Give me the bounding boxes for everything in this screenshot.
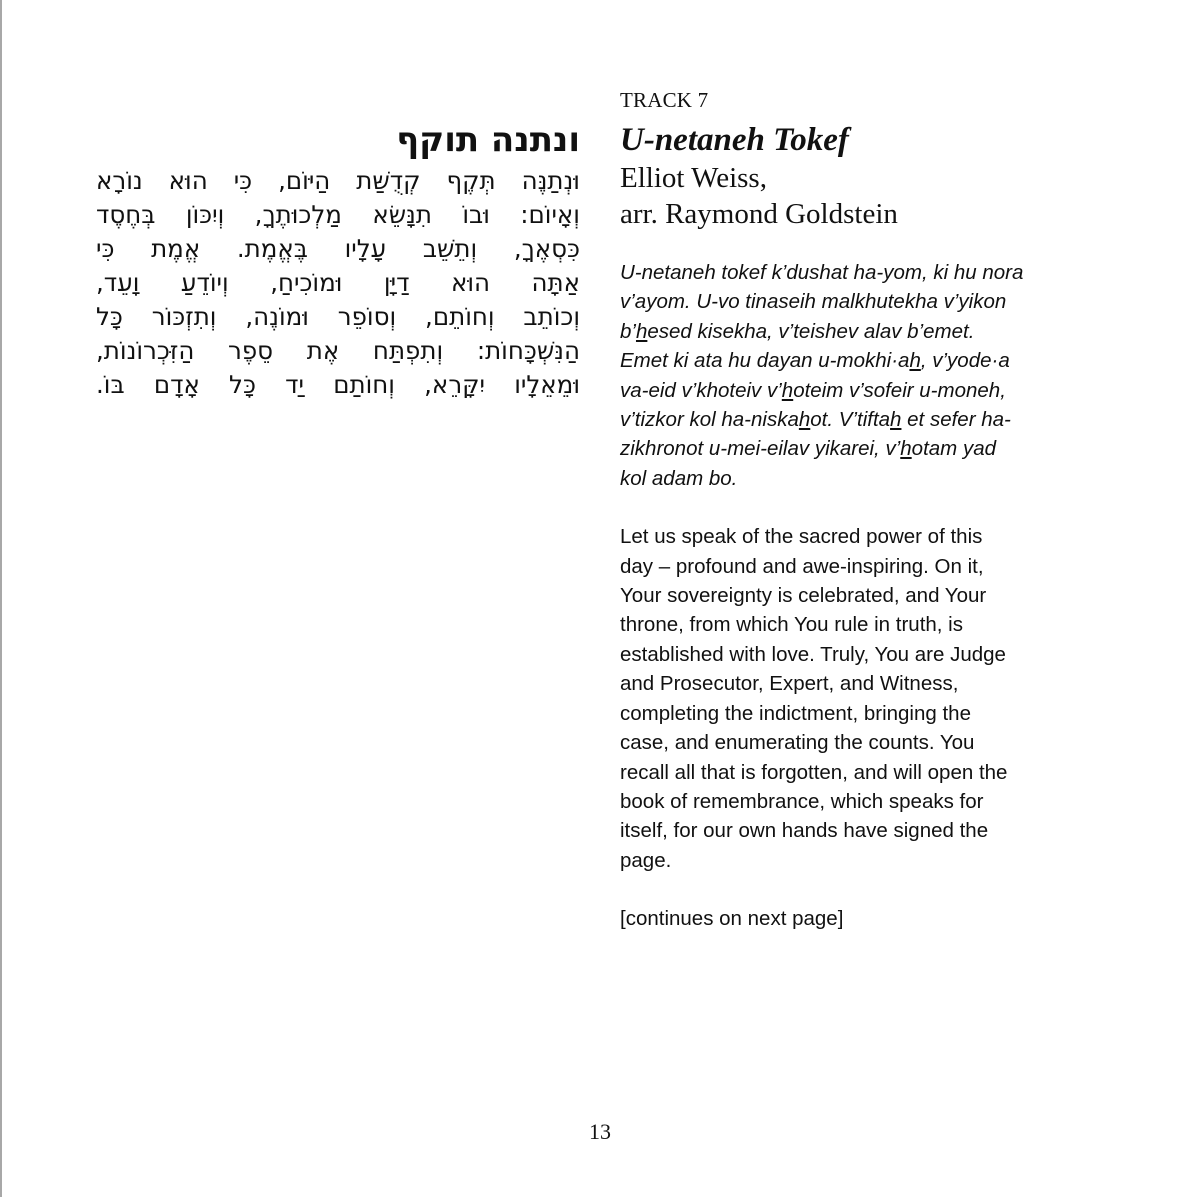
translation-line: book of remembrance, which speaks for [620,789,984,813]
hebrew-title: ונתנה תוקף [396,120,580,160]
translation-line: case, and enumerating the counts. You [620,731,975,755]
transliteration-line [620,434,1120,463]
english-column [620,86,1120,934]
hebrew-line: הַנִּשְׁכָּחוֹת: וְתִפְתַּח אֶת סֵפֶר הַזִּכְרוֹנוֹת, [96,336,580,365]
track-label: TRACK 7 [620,88,709,112]
transliteration-segment: ot. V’tifta [810,408,891,432]
transliteration-block [620,258,1120,493]
underlined-letter: h [909,349,921,373]
transliteration-segment: zikhronot u-mei-eilav yikarei, v’ [620,437,901,461]
transliteration-segment: va-eid v’khoteiv v’ [620,378,782,402]
underlined-letter: h [890,408,902,432]
transliteration-segment: U-netaneh tokef k’dushat ha-yom, ki hu nora [620,261,1024,284]
transliteration-segment: b’ [620,319,636,343]
translation-line: recall all that is forgotten, and will open the [620,760,1008,784]
underlined-letter: h [781,378,794,402]
hebrew-line: וְאָיוֹם: וּבוֹ תִנָּשֵׂא מַלְכוּתֶךָ, וְיִכּוֹן בְּחֶסֶד [96,200,580,229]
underlined-letter: h [900,437,912,461]
transliteration-segment: oteim v’sofeir u-moneh, [793,378,1006,402]
hebrew-column [96,118,580,402]
translation-line: throne, from which You rule in truth, is [620,613,963,637]
composer-credit: Elliot Weiss, [620,162,767,194]
transliteration-segment: otam yad [911,437,996,461]
translation-line: Let us speak of the sacred power of this [620,525,983,549]
translation-line: page. [620,848,672,872]
continues-note: [continues on next page] [620,907,844,931]
hebrew-text-block [96,164,580,402]
transliteration-line [620,317,1120,346]
transliteration-segment: v’tizkor kol ha-niska [620,408,799,432]
transliteration-segment: esed kisekha, v’teishev alav b’emet. [647,319,975,343]
hebrew-line: אַתָּה הוּא דַיָּן וּמוֹכִיחַ, וְיוֹדֵעַ וָעֵד, [96,268,580,297]
transliteration-line [620,287,1120,316]
underlined-letter: h [798,408,811,432]
translation-line: itself, for our own hands have signed the [620,819,989,843]
translation-line: Your sovereignty is celebrated, and Your [620,584,987,608]
translation-line: established with love. Truly, You are Judge [620,642,1006,666]
transliteration-segment: kol adam bo. [620,466,738,490]
transliteration-segment: , v’yode·a [920,349,1010,373]
page-edge-line [0,0,2,1197]
song-title: U-netaneh Tokef [620,122,849,158]
transliteration-line [620,464,1120,493]
transliteration-line [620,346,1120,375]
translation-line: completing the indictment, bringing the [620,701,971,725]
hebrew-line: וּנְתַנֶּה תְּקֶף קְדֻשַּׁת הַיּוֹם, כִּי הוּא נוֹרָא [96,166,580,195]
translation-block [620,522,1120,875]
translation-line: and Prosecutor, Expert, and Witness, [620,672,959,696]
hebrew-line: וְכוֹתֵב וְחוֹתֵם, וְסוֹפֵר וּמוֹנֶה, וְתִזְכּוֹר כָּל [96,302,580,331]
transliteration-segment: v’ayom. U-vo tinaseih malkhutekha v’yikon [620,290,1007,314]
transliteration-line [620,405,1120,434]
page-number: 13 [589,1119,611,1144]
arranger-credit: arr. Raymond Goldstein [620,198,898,230]
transliteration-line [620,376,1120,405]
transliteration-line [620,258,1120,287]
hebrew-line: וּמֵאֵלָיו יִקָּרֵא, וְחוֹתַם יַד כָּל אָדָם בּוֹ. [96,370,580,399]
transliteration-segment: et sefer ha- [901,408,1011,432]
transliteration-segment: Emet ki ata hu dayan u-mokhi·a [620,349,910,373]
translation-line: day – profound and awe-inspiring. On it, [620,554,984,578]
underlined-letter: h [635,319,648,343]
hebrew-line: כִּסְאֶךָ, וְתֵשֵׁב עָלָיו בֶּאֱמֶת. אֱמֶת כִּי [96,234,580,263]
